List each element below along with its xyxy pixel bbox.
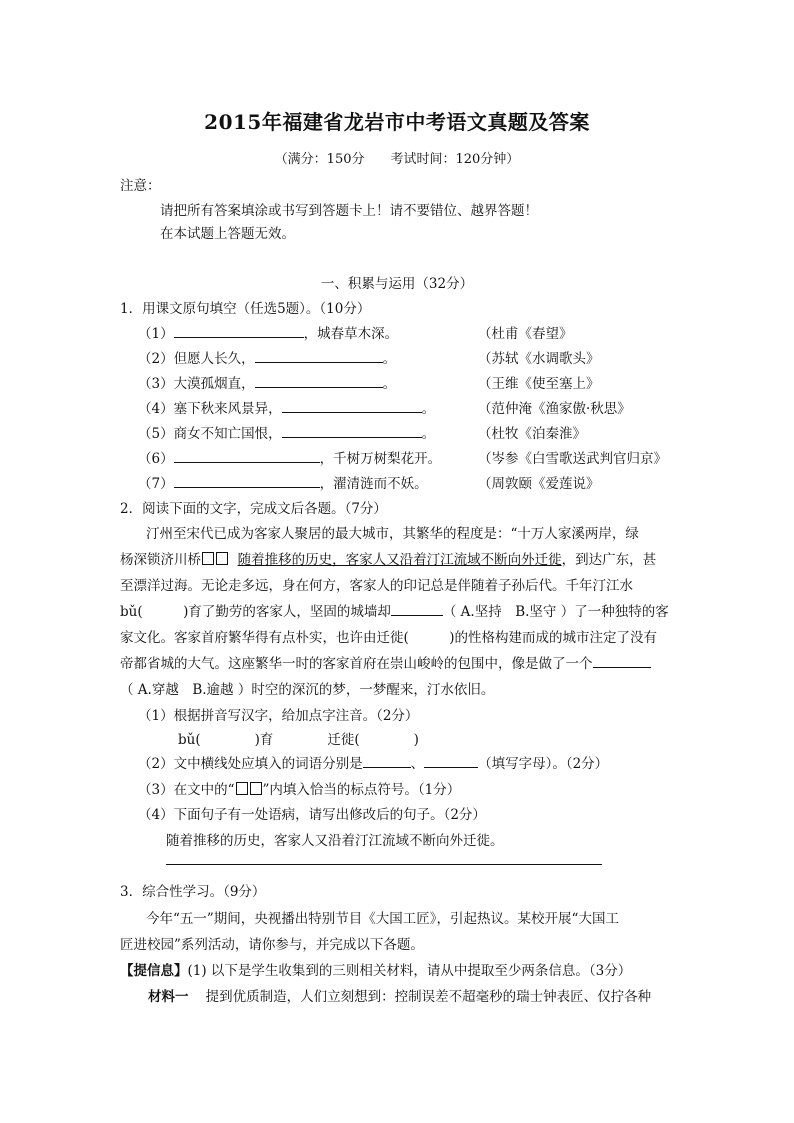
q1-source-3: （王维《使至塞上》: [478, 376, 600, 392]
passage-text: 帝都省城的大气。这座繁华一时的客家首府在崇山峻岭的包围中，像是做了一个: [120, 656, 593, 672]
q2-sub-4-sentence: 随着推移的历史，客家人又沿着汀江流域不断向外迁徙。: [166, 833, 504, 849]
q1-item-6: [138, 447, 441, 467]
answer-blank[interactable]: [174, 323, 304, 338]
q2-passage-line-3: 至漂洋过海。无论走多远，身在何方，客家人的印记总是伴随着子孙后代。千年汀江水: [120, 578, 633, 594]
material-label: 材料一: [148, 989, 189, 1005]
q3-intro-line-2: 匠进校园”系列活动，请你参与，并完成以下各题。: [120, 937, 424, 953]
task-text: (1) 以下是学生收集到的三则相关材料，请从中提取至少两条信息。（3分）: [187, 963, 632, 979]
q1-stem: 1．用课文原句填空（任选5题）。（10分）: [120, 301, 371, 317]
punctuation-box: [236, 782, 248, 795]
item-text: 商女不知亡国恨，: [173, 426, 282, 442]
question-text: （2）文中横线处应填入的词语分别是: [138, 756, 363, 772]
item-text: 但愿人长久，: [173, 351, 255, 367]
passage-text: （ A.坚持 B.坚守 ）了一种独特的客: [442, 604, 669, 620]
answer-blank[interactable]: [424, 753, 478, 768]
question-text: 、: [410, 756, 425, 772]
q1-source-5: （杜牧《泊秦淮》: [478, 426, 586, 442]
answer-blank[interactable]: [174, 448, 320, 463]
passage-text: ，到达广东，甚: [561, 552, 657, 568]
item-text: 大漠孤烟直，: [173, 376, 255, 392]
answer-blank[interactable]: [391, 601, 443, 616]
item-text: 。: [421, 426, 436, 442]
answer-line[interactable]: [166, 864, 602, 865]
question-text: （3）在文中的“: [138, 782, 235, 798]
notice-label: 注意：: [120, 178, 161, 194]
item-text: 塞下秋来风景异，: [173, 401, 282, 417]
q2-passage-line-4: [120, 600, 669, 620]
q1-source-6: （岑参《白雪歌送武判官归京》: [478, 451, 667, 467]
q1-source-7: （周敦颐《爱莲说》: [478, 476, 600, 492]
underlined-sentence: 随着推移的历史，客家人又沿着汀江流域不断向外迁徙: [237, 552, 562, 568]
answer-blank[interactable]: [282, 423, 422, 438]
question-text: ”内填入恰当的标点符号。（1分）: [262, 782, 461, 798]
item-number: （7）: [138, 476, 174, 492]
q1-source-2: （苏轼《水调歌头》: [478, 351, 600, 367]
section-heading: 一、积累与运用（32分）: [320, 276, 474, 292]
q2-stem: 2．阅读下面的文字，完成文后各题。（7分）: [120, 501, 387, 517]
item-text: 。: [382, 351, 397, 367]
q2-sub-4: （4）下面句子有一处语病，请写出修改后的句子。（2分）: [138, 807, 486, 823]
q2-sub-1: （1）根据拼音写汉字，给加点字注音。（2分）: [138, 708, 419, 724]
item-number: （3）: [138, 376, 174, 392]
punctuation-box[interactable]: [202, 552, 214, 565]
q1-source-1: （杜甫《春望》: [478, 326, 573, 342]
q2-passage-line-1: 汀州至宋代已成为客家人聚居的最大城市，其繁华的程度是：“十万人家溪两岸，绿: [146, 526, 639, 542]
item-number: （1）: [138, 326, 174, 342]
answer-blank[interactable]: [282, 398, 422, 413]
q1-source-4: （范仲淹《渔家傲·秋思》: [478, 401, 631, 417]
q2-passage-line-6: [120, 652, 651, 672]
notice-line-2: 在本试题上答题无效。: [160, 226, 295, 242]
q3-intro-line-1: 今年“五一”期间，央视播出特别节目《大国工匠》，引起热议。某校开展“大国工: [146, 911, 619, 927]
exam-info: （满分：150分 考试时间：120分钟）: [274, 152, 520, 167]
q1-item-7: [138, 472, 428, 492]
punctuation-box: [250, 782, 262, 795]
q2-sub-1-fill[interactable]: bǔ( )育 迁徙( ): [178, 732, 419, 748]
item-text: ，城春草木深。: [303, 326, 399, 342]
punctuation-box[interactable]: [216, 552, 228, 565]
notice-line-1: 请把所有答案填涂或书写到答题卡上！请不要错位、越界答题！: [160, 203, 538, 219]
q3-info-task: [120, 959, 631, 979]
material-one: [148, 985, 651, 1005]
q1-item-3: [138, 372, 396, 392]
q1-item-1: [138, 322, 398, 342]
item-text: ，千树万树梨花开。: [319, 451, 442, 467]
item-number: （5）: [138, 426, 174, 442]
q1-item-2: [138, 347, 396, 367]
answer-blank[interactable]: [593, 653, 651, 668]
q3-stem: 3．综合性学习。（9分）: [120, 884, 266, 900]
answer-blank[interactable]: [363, 753, 411, 768]
q2-passage-line-7: （ A.穿越 B.逾越 ）时空的深沉的梦，一梦醒来，汀水依旧。: [120, 682, 495, 698]
q2-sub-2: [138, 752, 608, 772]
material-text: 提到优质制造，人们立刻想到：控制误差不超毫秒的瑞士钟表匠、仅拧各种: [205, 989, 652, 1005]
q1-item-4: [138, 397, 435, 417]
answer-blank[interactable]: [174, 473, 320, 488]
item-text: 。: [382, 376, 397, 392]
question-text: （填写字母）。（2分）: [478, 756, 609, 772]
page-title: 2015年福建省龙岩市中考语文真题及答案: [204, 110, 590, 134]
passage-text: 杨深锁济川桥: [120, 552, 201, 568]
task-label: 【提信息】: [120, 963, 188, 979]
q2-passage-line-2: [120, 548, 656, 568]
answer-blank[interactable]: [255, 373, 383, 388]
item-text: 。: [421, 401, 436, 417]
q1-item-5: [138, 422, 435, 442]
item-number: （6）: [138, 451, 174, 467]
q2-passage-line-5: 家文化。客家首府繁华得有点朴实，也许由迁徙( )的性格构建而成的城市注定了没有: [120, 630, 658, 646]
item-number: （2）: [138, 351, 174, 367]
item-number: （4）: [138, 401, 174, 417]
answer-blank[interactable]: [255, 348, 383, 363]
q2-sub-3: [138, 778, 460, 798]
passage-text: bǔ( )育了勤劳的客家人，坚固的城墙却: [120, 604, 391, 620]
item-text: ，濯清涟而不妖。: [319, 476, 428, 492]
